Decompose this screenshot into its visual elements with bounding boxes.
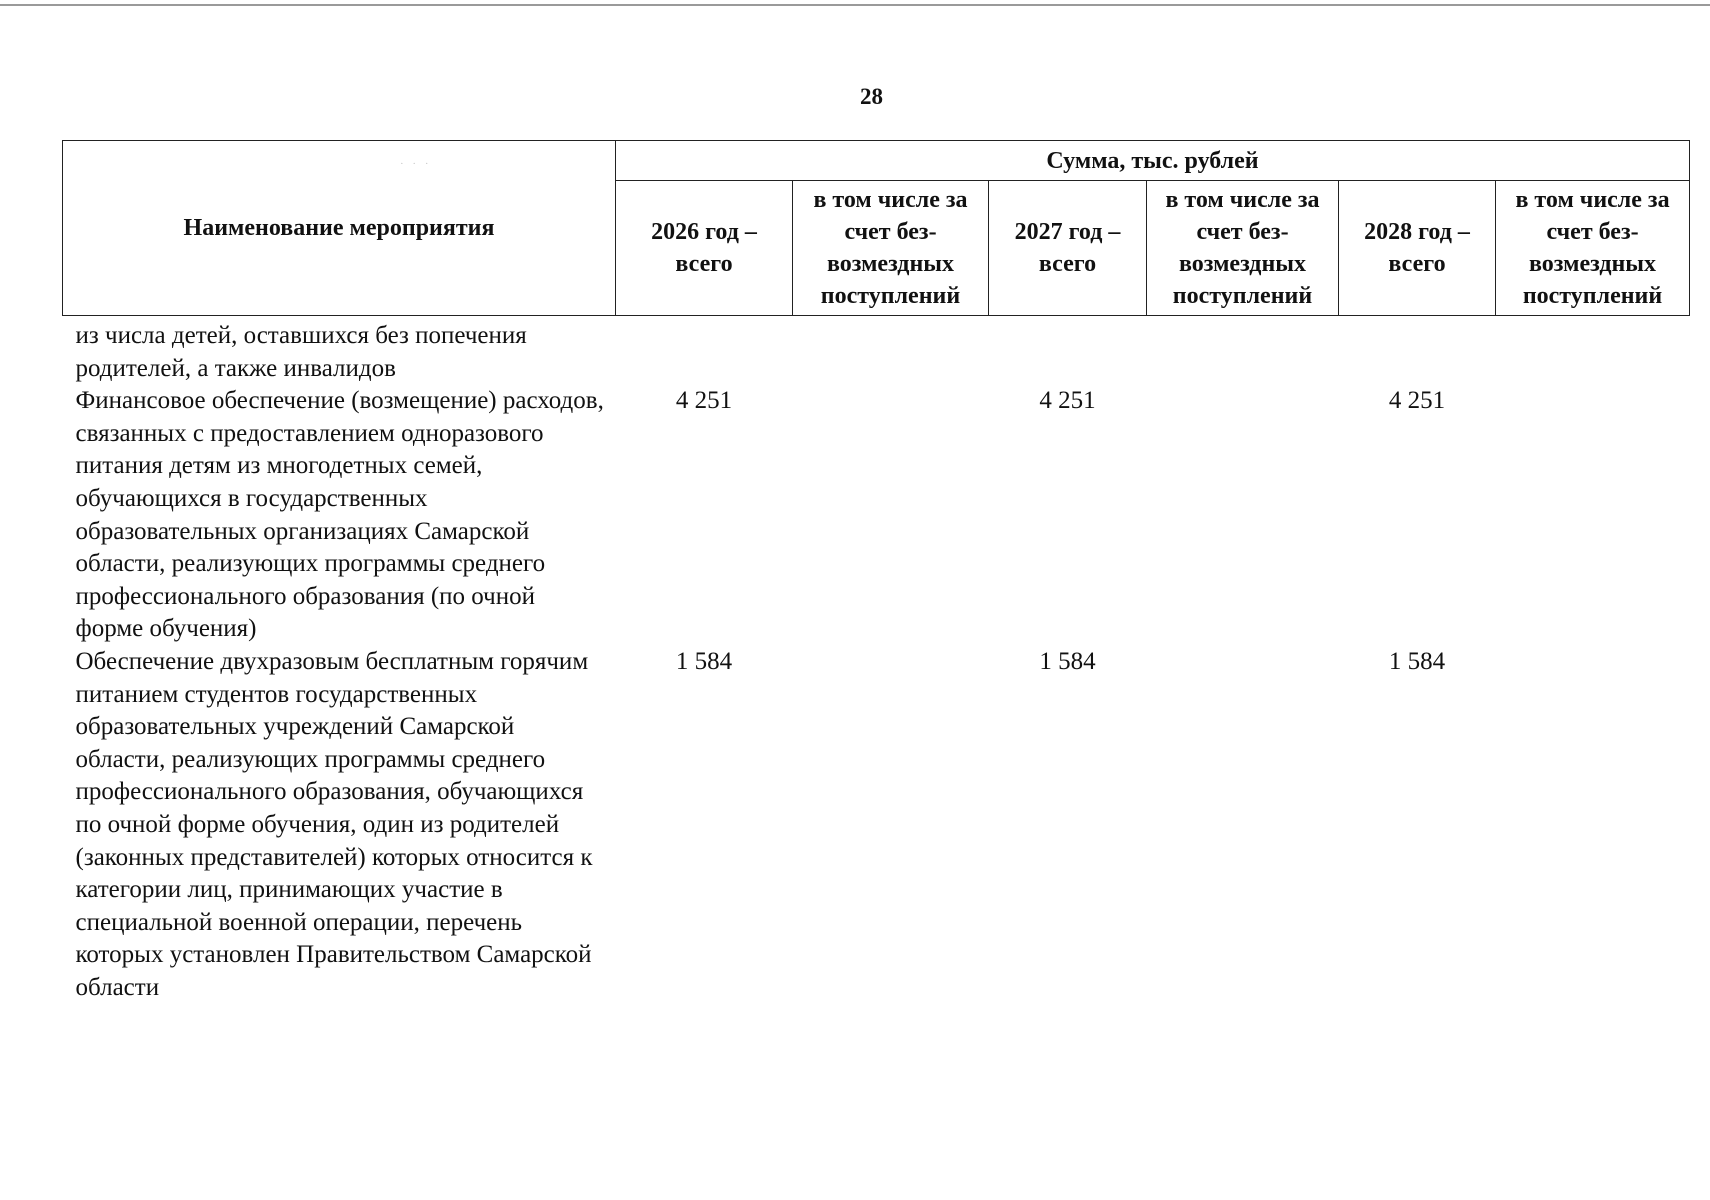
scan-speckle: · · · <box>400 158 432 170</box>
top-scan-border <box>0 4 1710 6</box>
cell-2028-grants <box>1496 385 1690 646</box>
cell-2027-grants <box>1147 646 1339 1005</box>
header-2026-total: 2026 год – всего <box>616 181 793 316</box>
cell-2026-grants <box>793 316 989 386</box>
cell-2026-total <box>616 316 793 386</box>
header-2027-total: 2027 год – всего <box>989 181 1147 316</box>
page-number: 28 <box>860 84 883 109</box>
header-2028-grants: в том числе за счет без-возмездных поступлений <box>1496 181 1690 316</box>
cell-2026-total: 4 251 <box>675 387 733 415</box>
table-row <box>63 316 1690 386</box>
cell-2028-total: 1 584 <box>1388 647 1446 675</box>
budget-table <box>62 140 1690 1004</box>
cell-2027-total: 4 251 <box>1039 387 1096 415</box>
header-name: Наименование мероприятия <box>63 141 616 316</box>
table-row <box>63 385 1690 646</box>
row-name: из числа детей, оставшихся без попечения родителей, а также инвалидов <box>75 322 527 382</box>
cell-2028-total: 4 251 <box>1388 387 1446 415</box>
cell-2027-grants <box>1147 316 1339 386</box>
header-2027-grants: в том числе за счет без-возмездных поступлений <box>1147 181 1339 316</box>
header-sum-group: Сумма, тыс. рублей <box>616 141 1690 181</box>
row-name: Финансовое обеспечение (возмещение) расходов, связанных с предоставлением одноразового питания детям из многодетных семей, обучающихся в государственных образовательных организациях Самарской области, реализующих программы среднего профессионального образования (по очной форме обучения) <box>75 387 604 643</box>
cell-2026-grants <box>793 385 989 646</box>
cell-2028-grants <box>1496 316 1690 386</box>
cell-2027-grants <box>1147 385 1339 646</box>
cell-2028-grants <box>1496 646 1690 1005</box>
cell-2026-total: 1 584 <box>675 647 733 675</box>
row-name: Обеспечение двухразовым бесплатным горячим питанием студентов государственных образовательных учреждений Самарской области, реализующих программы среднего профессионального образования, обучающихся по очной форме обучения, один из родителей (законных представителей) которых относится к категории лиц, принимающих участие в специальной военной операции, перечень которых установлен Правительством Самарской области <box>75 647 593 1001</box>
table-row <box>63 646 1690 1005</box>
header-2028-total: 2028 год – всего <box>1339 181 1496 316</box>
cell-2026-grants <box>793 646 989 1005</box>
cell-2027-total: 1 584 <box>1039 647 1096 675</box>
cell-2027-total <box>989 316 1147 386</box>
cell-2028-total <box>1339 316 1496 386</box>
header-2026-grants: в том числе за счет без-возмездных поступлений <box>793 181 989 316</box>
